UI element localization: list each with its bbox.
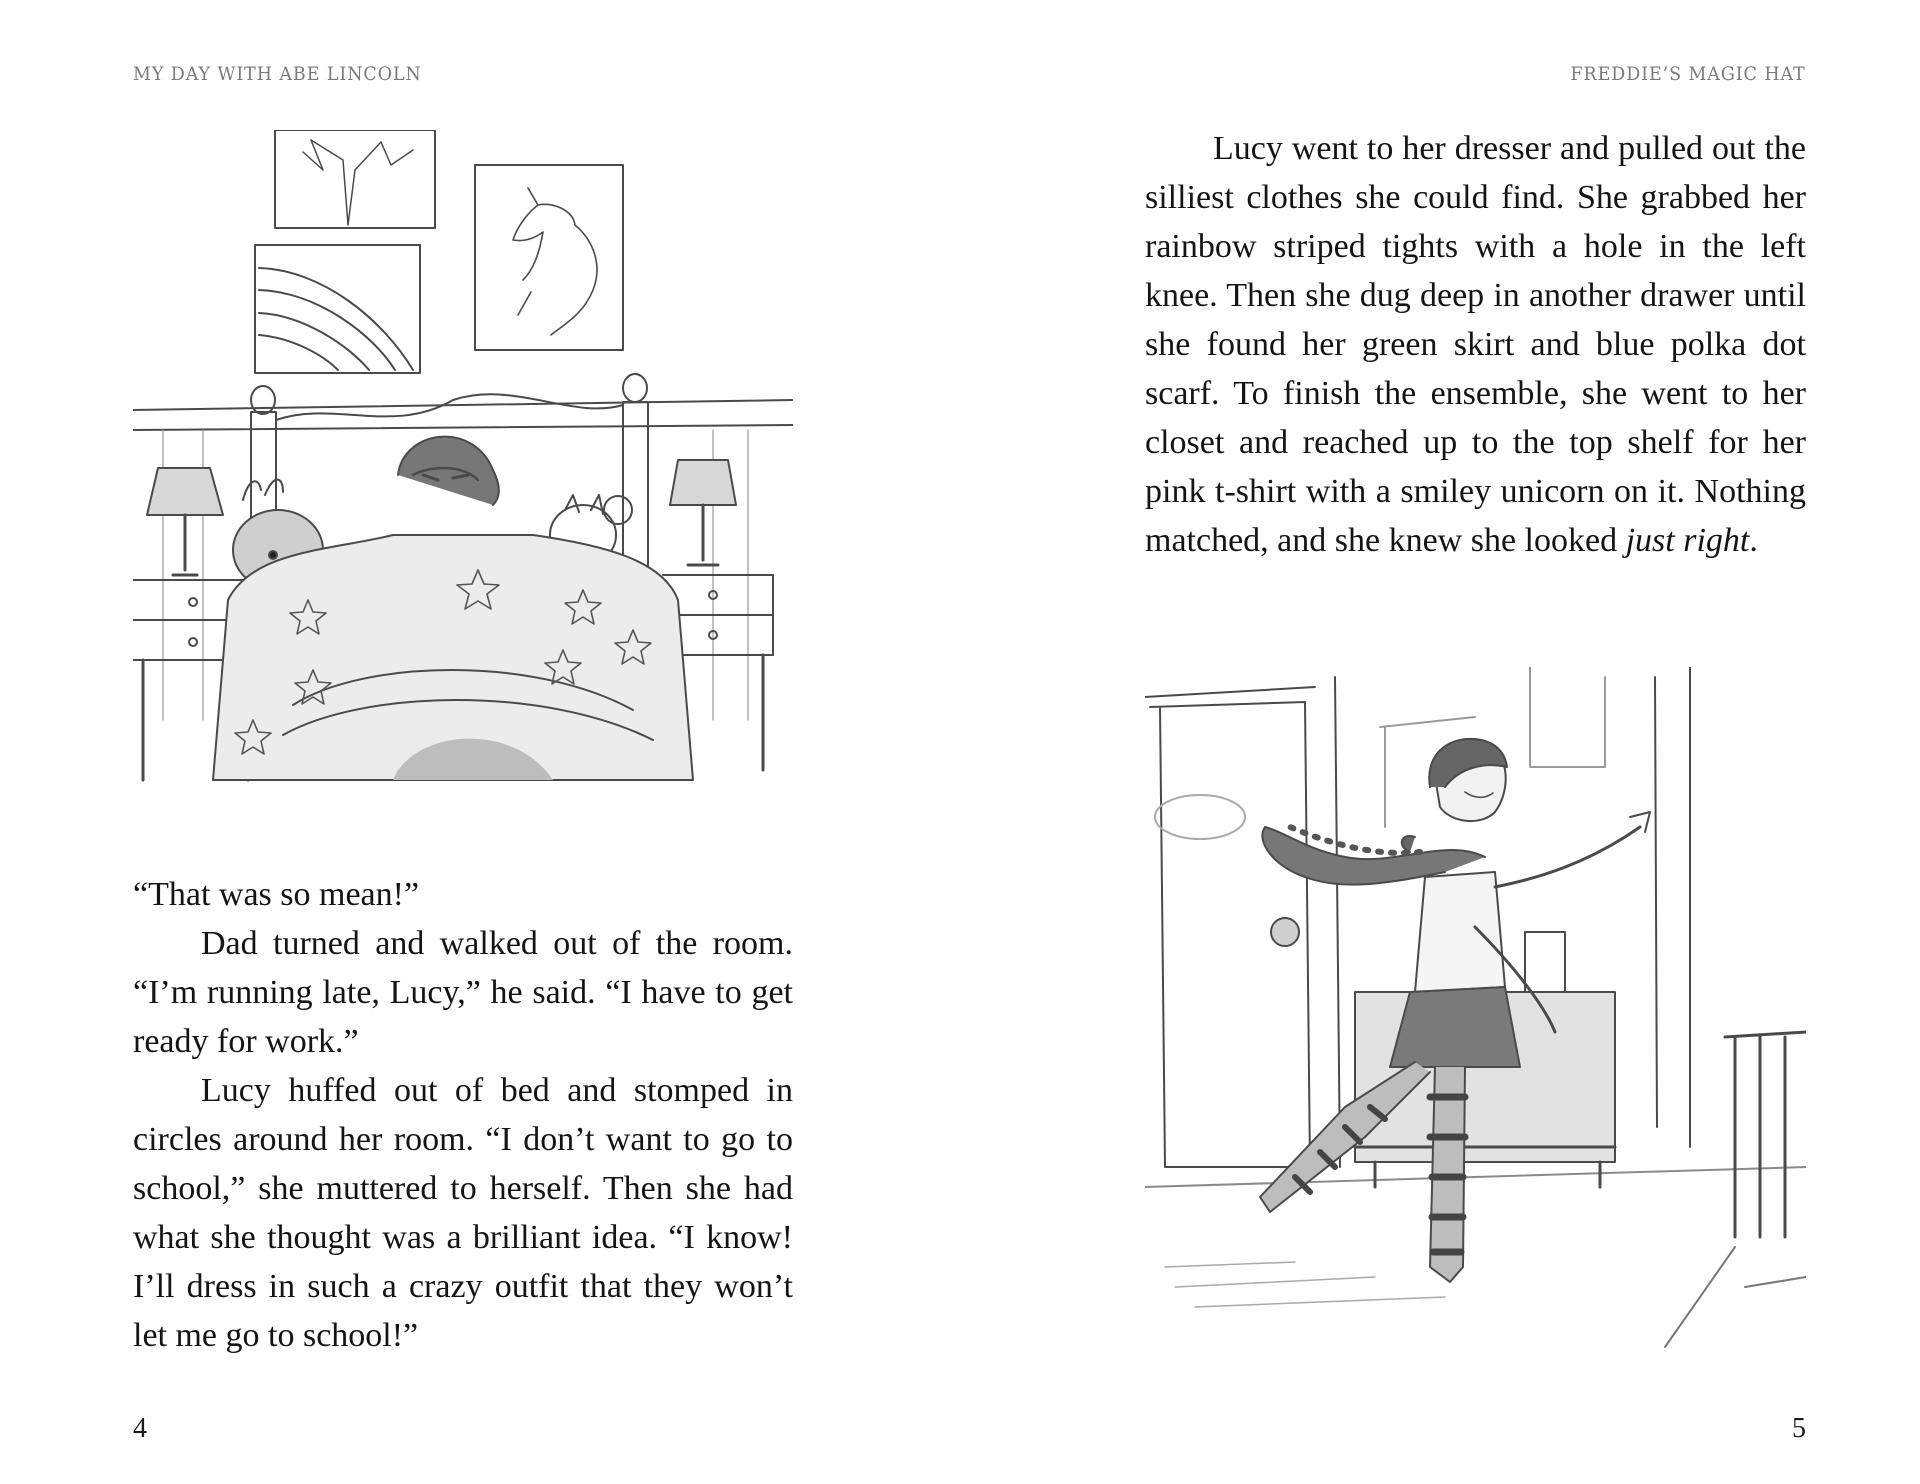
running-head-chapter-title: FREDDIE’S MAGIC HAT	[1570, 63, 1806, 85]
page-number: 4	[133, 1413, 147, 1444]
paragraph-text: Lucy went to her dresser and pulled out the silliest clothes she could find. She grabbed her rainbow striped tights with a hole in the left knee. Then she dug deep in another drawer until she found her green skirt and blue polka dot scarf. To finish the ensemble, she went to her closet and reached up to the top shelf for her pink t-shirt with a smiley unicorn on it. Nothing matched, and she knew she looked	[1145, 130, 1806, 559]
emphasized-text: just right	[1625, 522, 1750, 559]
paragraph-text-end: .	[1749, 522, 1758, 559]
right-page-body-text	[1145, 124, 1806, 565]
paragraph: Lucy huffed out of bed and stomped in circles around her room. “I don’t want to go to school,” she muttered to herself. Then she had what she thought was a brilliant idea. “I know! I’ll dress in such a crazy outfit that they won’t let me go to school!”	[133, 1072, 793, 1354]
left-page-body-text	[133, 870, 793, 1360]
running-head-book-title: MY DAY WITH ABE LINCOLN	[133, 63, 422, 85]
dancing-girl-illustration	[1145, 667, 1806, 1367]
paragraph: Dad turned and walked out of the room. “I’m running late, Lucy,” he said. “I have to get ready for work.”	[133, 925, 793, 1060]
bedroom-illustration	[133, 130, 793, 798]
right-page	[960, 0, 1920, 1484]
paragraph	[1145, 124, 1806, 565]
page-number: 5	[1792, 1413, 1806, 1444]
paragraph: “That was so mean!”	[133, 876, 420, 913]
